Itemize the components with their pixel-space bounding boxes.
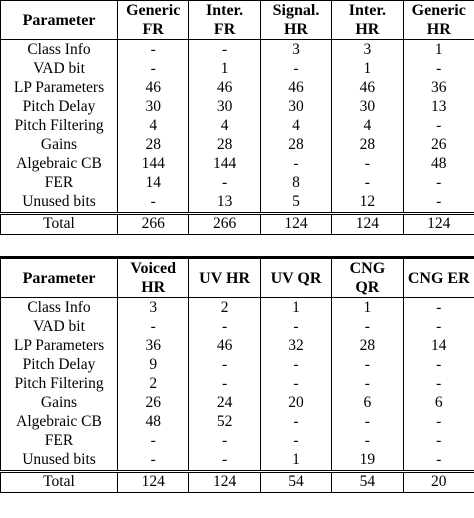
row-label: Class Info [1,298,118,318]
table-cell: 4 [260,116,331,135]
row-label: Pitch Delay [1,355,118,374]
table-cell: 9 [118,355,189,374]
table-cell: 48 [403,155,474,174]
column-header-text: Parameter [22,11,96,29]
table-cell: 1 [403,40,474,60]
column-header-text: HR [355,21,380,38]
table-cell: - [189,317,260,336]
table-header-row [1,1,474,40]
total-label: Total [1,471,118,492]
table-cell: - [403,59,474,78]
table-cell: - [189,355,260,374]
column-header-text: UV HR [199,269,250,287]
row-label: Unused bits [1,193,118,214]
table-cell: 20 [260,393,331,412]
row-label: Algebraic CB [1,155,118,174]
column-header-text: Generic [126,2,181,19]
column-header [260,1,331,40]
row-label: Class Info [1,40,118,60]
column-header [403,1,474,40]
total-cell: 124 [403,213,474,234]
column-header [332,1,403,40]
total-cell: 124 [332,213,403,234]
row-label: Pitch Delay [1,97,118,116]
column-header-parameter [1,259,118,298]
table-cell: 46 [260,78,331,97]
column-header-text: HR [283,21,308,38]
table-header-row [1,259,474,298]
table-cell: 8 [260,174,331,193]
row-label: VAD bit [1,317,118,336]
table-cell: - [260,355,331,374]
row-label: LP Parameters [1,336,118,355]
column-header-text: CNG ER [407,269,470,287]
table-cell: 46 [189,78,260,97]
row-label: Gains [1,135,118,154]
table-cell: 46 [332,78,403,97]
total-cell: 124 [118,471,189,492]
table-cell: - [189,174,260,193]
table-cell: - [260,155,331,174]
column-header-text: Parameter [22,269,96,287]
row-label: FER [1,174,118,193]
column-header-parameter [1,1,118,40]
row-label: Pitch Filtering [1,374,118,393]
column-header-text: HR [141,279,166,296]
table-cell: 46 [189,336,260,355]
table-cell: - [332,413,403,432]
table-cell: - [403,432,474,451]
total-label: Total [1,213,118,234]
column-header [189,1,260,40]
table-cell: - [260,317,331,336]
table-row [1,135,474,154]
table-cell: - [260,432,331,451]
table-cell: - [403,374,474,393]
table-cell: 3 [332,40,403,60]
table-cell: 1 [260,298,331,318]
table-cell: 26 [403,135,474,154]
column-header [332,259,403,298]
table-cell: - [403,451,474,472]
table-cell: 28 [332,135,403,154]
table-cell: 14 [118,174,189,193]
table-cell: 1 [260,451,331,472]
table-cell: - [118,193,189,214]
total-row [1,213,474,234]
table-cell: 6 [332,393,403,412]
table-row [1,40,474,60]
table-cell: - [260,374,331,393]
table-cell: - [189,374,260,393]
table-cell: 1 [332,298,403,318]
table-cell: - [332,355,403,374]
table-cell: - [403,317,474,336]
table-cell: 3 [118,298,189,318]
table-cell: - [189,451,260,472]
table-row [1,355,474,374]
bit-allocation-table-2 [0,258,474,493]
table-cell: 1 [189,59,260,78]
row-label: Unused bits [1,451,118,472]
column-header-text: Voiced [130,260,177,277]
table-cell: - [189,432,260,451]
table-row [1,155,474,174]
table-cell: 4 [118,116,189,135]
table-row [1,432,474,451]
column-header-text: FR [142,21,164,38]
table-cell: 30 [260,97,331,116]
table-row [1,193,474,214]
table-cell: 28 [118,135,189,154]
table-cell: - [332,374,403,393]
table-row [1,298,474,318]
table-row [1,336,474,355]
total-cell: 20 [403,471,474,492]
table-cell: - [403,116,474,135]
table-row [1,78,474,97]
column-header-text: QR [355,279,380,296]
table-cell: 4 [332,116,403,135]
row-label: Pitch Filtering [1,116,118,135]
column-header-text: CNG [349,260,386,277]
table-cell: 28 [332,336,403,355]
table-cell: 3 [260,40,331,60]
table-cell: 144 [118,155,189,174]
table-cell: 1 [332,59,403,78]
column-header-text: HR [426,21,451,38]
table-row [1,374,474,393]
table-row [1,413,474,432]
table-cell: 26 [118,393,189,412]
table-cell: - [403,193,474,214]
table-row [1,393,474,412]
table-cell: - [189,40,260,60]
row-label: Gains [1,393,118,412]
table-cell: 4 [189,116,260,135]
table-cell: - [403,298,474,318]
column-header [403,259,474,298]
table-cell: 30 [118,97,189,116]
table-cell: 24 [189,393,260,412]
table-cell: 28 [189,135,260,154]
table-cell: - [260,413,331,432]
table-cell: 5 [260,193,331,214]
table-cell: 48 [118,413,189,432]
table-cell: 13 [403,97,474,116]
table-cell: 2 [118,374,189,393]
bit-allocation-table-1 [0,0,474,235]
table-cell: 30 [189,97,260,116]
table-cell: - [332,155,403,174]
table-cell: - [332,174,403,193]
table-cell: - [118,59,189,78]
table-row [1,317,474,336]
column-header [118,259,189,298]
total-cell: 54 [260,471,331,492]
table-cell: 2 [189,298,260,318]
column-header-text: Inter. [205,2,244,19]
total-cell: 54 [332,471,403,492]
table-cell: - [260,59,331,78]
total-cell: 266 [189,213,260,234]
table-row [1,59,474,78]
row-label: LP Parameters [1,78,118,97]
table-cell: - [118,317,189,336]
table-cell: 52 [189,413,260,432]
table-cell: - [118,40,189,60]
table-cell: 30 [332,97,403,116]
column-header-text: Signal. [272,2,320,19]
column-header-text: Inter. [348,2,386,19]
row-label: VAD bit [1,59,118,78]
table-cell: 13 [189,193,260,214]
table-cell: - [403,355,474,374]
table-row [1,451,474,472]
table-row [1,97,474,116]
row-label: FER [1,432,118,451]
total-cell: 124 [260,213,331,234]
column-header [189,259,260,298]
column-header [118,1,189,40]
table-cell: - [332,317,403,336]
column-header-text: Generic [411,2,466,19]
table-cell: 36 [118,336,189,355]
table-cell: 12 [332,193,403,214]
table-cell: - [403,174,474,193]
table-cell: - [118,432,189,451]
table-cell: 46 [118,78,189,97]
table-cell: 32 [260,336,331,355]
table-row [1,174,474,193]
table-cell: - [332,432,403,451]
total-row [1,471,474,492]
table-cell: 28 [260,135,331,154]
total-cell: 266 [118,213,189,234]
column-header-text: UV QR [270,269,322,287]
total-cell: 124 [189,471,260,492]
table-cell: 36 [403,78,474,97]
table-cell: 144 [189,155,260,174]
column-header [260,259,331,298]
table-cell: 19 [332,451,403,472]
table-cell: - [403,413,474,432]
table-row [1,116,474,135]
row-label: Algebraic CB [1,413,118,432]
table-cell: 14 [403,336,474,355]
column-header-text: FR [213,21,236,38]
table-cell: 6 [403,393,474,412]
table-cell: - [118,451,189,472]
